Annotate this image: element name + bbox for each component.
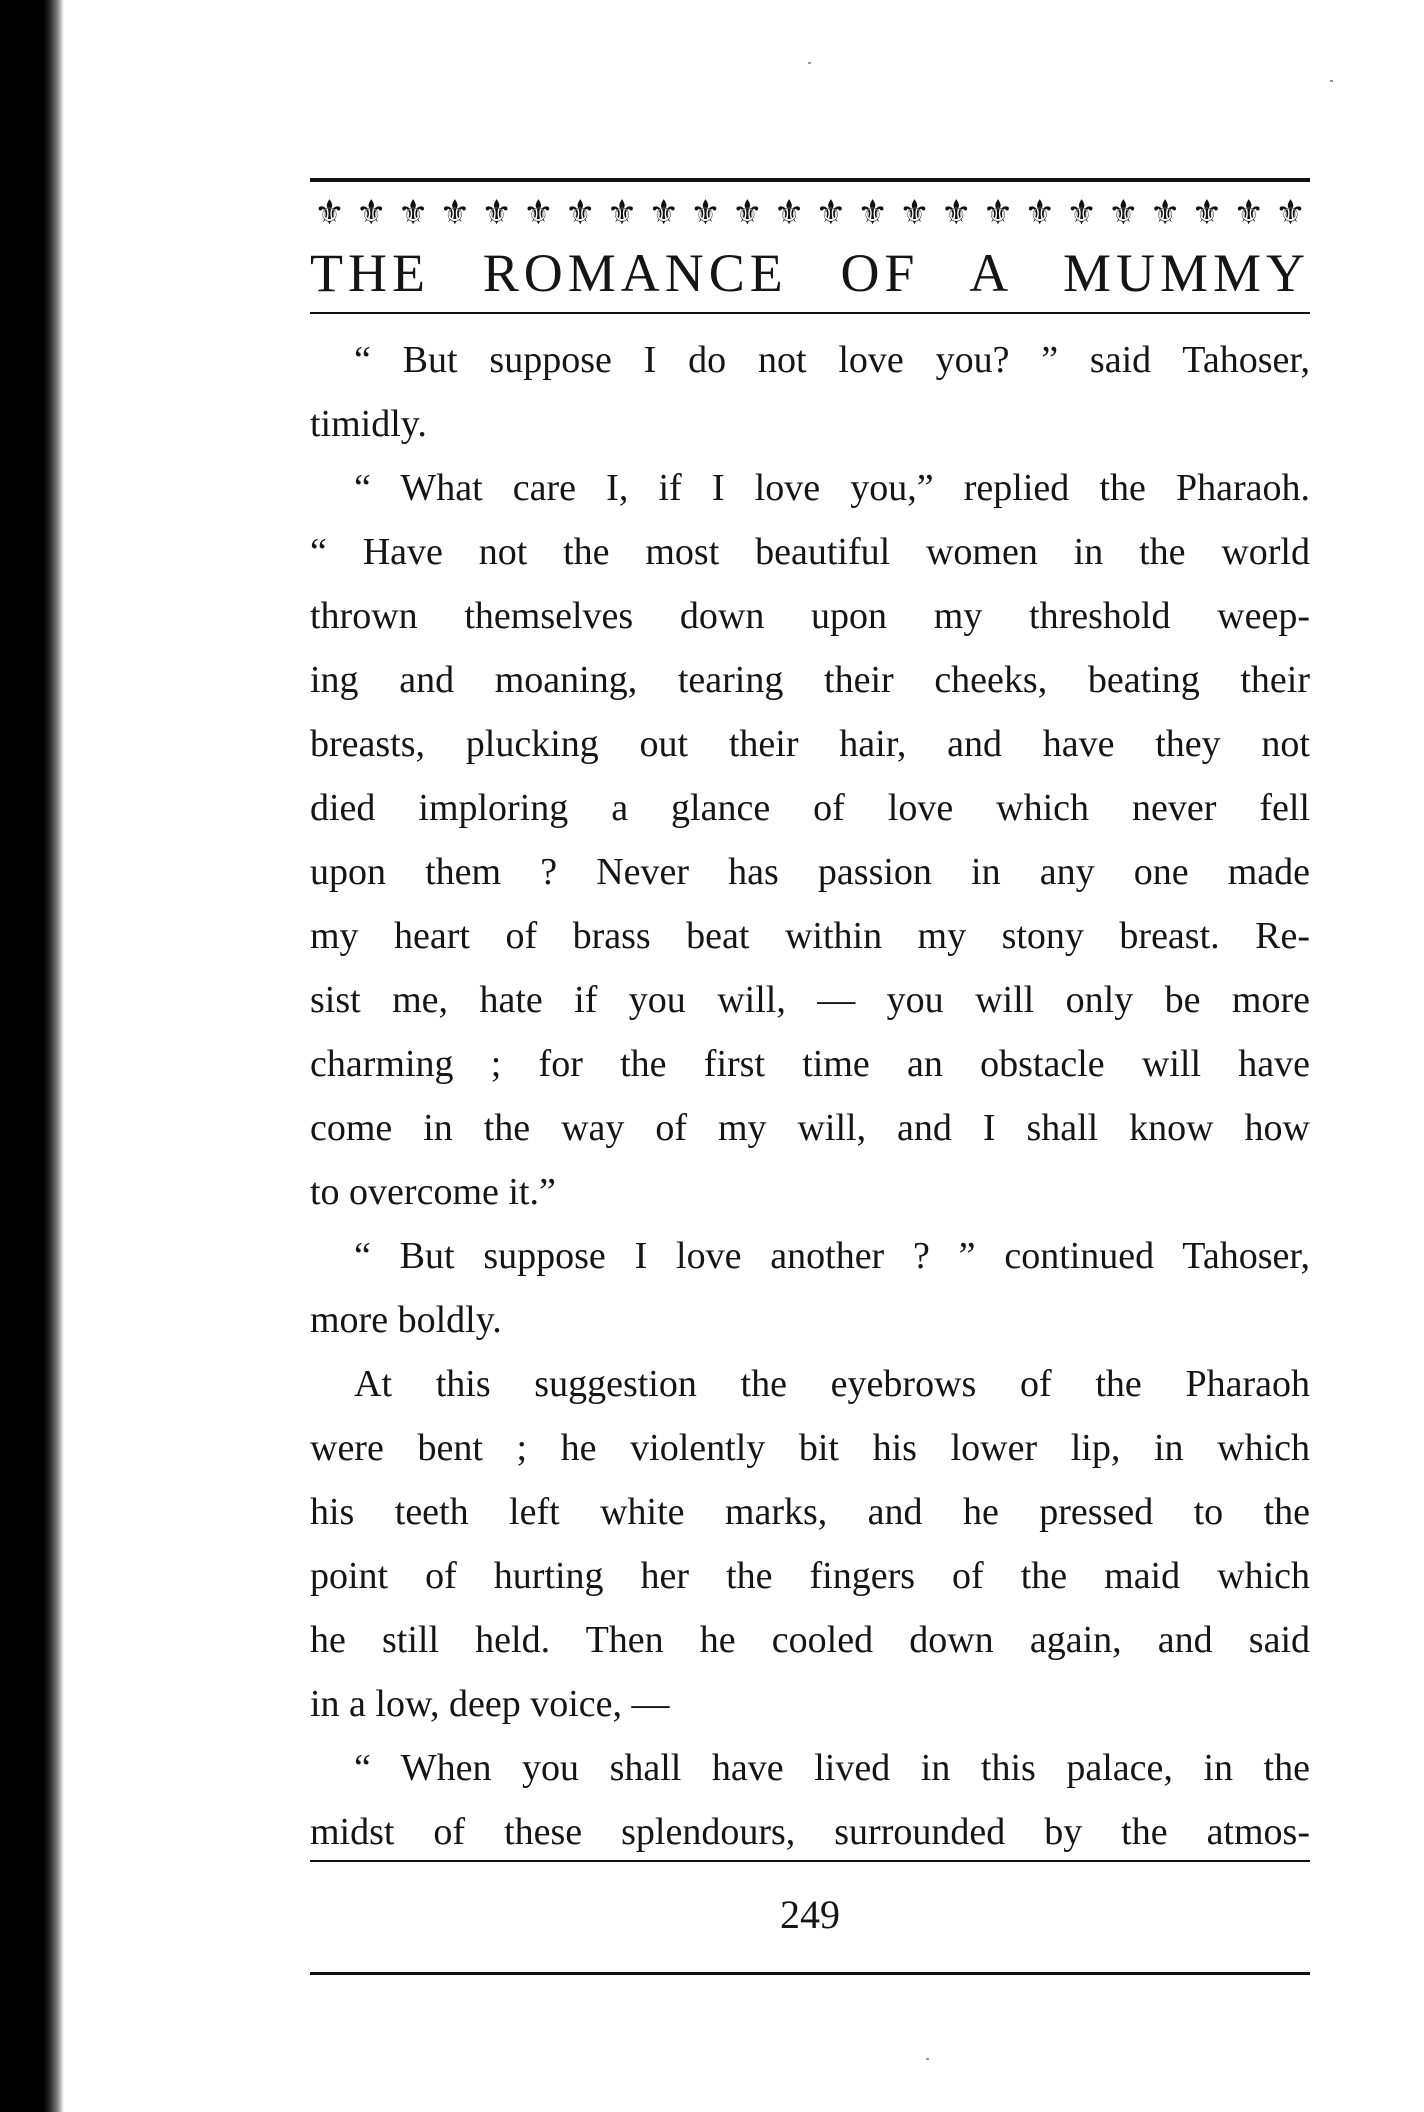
text-line: upon them ? Never has passion in any one made [310,851,1310,893]
fleuron-icon: ⚜ [732,193,763,233]
text-line: thrown themselves down upon my threshold weep- [310,595,1310,637]
fleuron-icon: ⚜ [1233,193,1264,233]
page-number: 249 [780,1892,840,1937]
text-line: in a low, deep voice, — [310,1683,670,1725]
fleuron-icon: ⚜ [982,193,1014,233]
text-line: charming ; for the first time an obstacle will have [310,1043,1310,1085]
text-line: breasts, plucking out their hair, and have they not [310,723,1310,765]
fleuron-icon: ⚜ [815,193,847,233]
text-line: “ Have not the most beautiful women in the world [310,531,1310,573]
fleuron-icon: ⚜ [523,193,554,233]
text-line: midst of these splendours, surrounded by the atmos- [310,1811,1310,1853]
fleuron-ornament-row [310,190,1310,236]
text-line: to overcome it.” [310,1171,556,1213]
text-line: more boldly. [310,1299,502,1341]
text-line: sist me, hate if you will, — you will only be more [310,979,1310,1021]
fleuron-icon: ⚜ [564,193,596,233]
fleuron-icon: ⚜ [940,193,972,233]
text-line: my heart of brass beat within my stony breast. Re- [310,915,1310,957]
text-line: “ But suppose I love another ? ” continued Tahoser, [354,1235,1310,1277]
text-line: At this suggestion the eyebrows of the Pharaoh [354,1363,1310,1405]
book-binding-shadow [0,0,64,2112]
running-head: THE ROMANCE OF A MUMMY [310,243,1310,303]
fleuron-icon: ⚜ [1149,193,1181,233]
text-line: he still held. Then he cooled down again, and said [310,1619,1310,1661]
fleuron-icon: ⚜ [1108,193,1139,233]
text-line: ing and moaning, tearing their cheeks, beating their [310,659,1310,701]
fleuron-icon: ⚜ [857,193,888,233]
fleuron-icon: ⚜ [356,193,387,233]
text-line: “ But suppose I do not love you? ” said Tahoser, [354,339,1310,381]
top-rule [310,178,1310,182]
fleuron-icon: ⚜ [648,193,679,233]
paper-speck [926,2058,929,2060]
fleuron-icon: ⚜ [606,193,638,233]
text-line: “ What care I, if I love you,” replied the Pharaoh. [354,467,1310,509]
fleuron-icon: ⚜ [1024,193,1056,233]
text-line: died imploring a glance of love which never fell [310,787,1310,829]
fleuron-icon: ⚜ [1066,193,1097,233]
fleuron-icon: ⚜ [397,193,429,233]
header-rule [310,312,1310,314]
fleuron-icon: ⚜ [1275,193,1306,233]
fleuron-icon: ⚜ [481,193,512,233]
text-line: were bent ; he violently bit his lower lip, in which [310,1427,1310,1469]
text-line: timidly. [310,403,427,445]
fleuron-icon: ⚜ [314,193,345,233]
text-line: “ When you shall have lived in this palace, in the [354,1747,1310,1789]
fleuron-icon: ⚜ [1191,193,1223,233]
fleuron-icon: ⚜ [690,193,721,233]
paper-speck [1330,80,1333,82]
text-line: his teeth left white marks, and he pressed to the [310,1491,1310,1533]
fleuron-icon: ⚜ [773,193,805,233]
fleuron-icon: ⚜ [899,193,930,233]
footer-rule-bottom [310,1972,1310,1975]
body-text [310,328,1310,1864]
text-line: point of hurting her the fingers of the maid which [310,1555,1310,1597]
footer-rule-top [310,1860,1310,1862]
paper-speck [808,62,811,64]
fleuron-icon: ⚜ [439,193,471,233]
text-line: come in the way of my will, and I shall know how [310,1107,1310,1149]
